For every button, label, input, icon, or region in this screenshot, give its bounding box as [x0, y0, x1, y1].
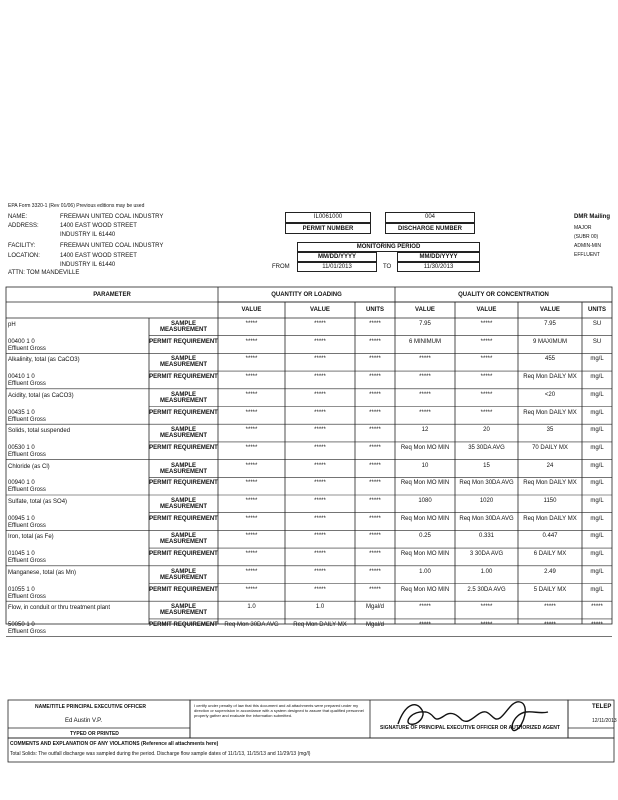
parameter-location: Effluent Gross	[8, 522, 46, 529]
measurement-value: 1.00	[419, 568, 431, 575]
col-units-1: UNITS	[366, 307, 384, 313]
sample-measurement-label: SAMPLE MEASUREMENT	[159, 321, 207, 333]
from-date: 11/01/2013	[322, 264, 352, 270]
parameter-code: 00400 1 0	[8, 338, 35, 345]
requirement-value: *****	[591, 621, 603, 628]
measurement-value: *****	[419, 604, 431, 611]
requirement-value: 5 DAILY MX	[533, 586, 567, 593]
address-label: ADDRESS:	[8, 223, 39, 229]
to-date: 11/30/2013	[423, 264, 454, 270]
requirement-value: 6 DAILY MX	[533, 551, 567, 558]
measurement-value: mg/L	[590, 356, 604, 363]
telephone-label: TELEP	[592, 704, 612, 710]
dmr-mailing: DMR Mailing	[574, 214, 610, 220]
parameter-location: Effluent Gross	[8, 628, 46, 635]
name-label: NAME:	[8, 214, 28, 220]
requirement-value: SU	[592, 338, 602, 345]
measurement-value: *****	[369, 498, 381, 504]
requirement-value: *****	[480, 621, 493, 628]
requirement-value: Req Mon DAILY MX	[523, 515, 577, 522]
permit-requirement-label: PERMIT REQUIREMENT	[149, 551, 218, 558]
measurement-value: *****	[419, 391, 431, 398]
parameter-name: Flow, in conduit or thru treatment plant	[8, 605, 111, 612]
from-label: FROM	[272, 264, 290, 270]
measurement-value: 24	[546, 462, 554, 469]
measurement-value: *****	[245, 427, 258, 434]
parameter-location: Effluent Gross	[8, 558, 46, 565]
measurement-value: 0.25	[419, 533, 431, 540]
requirement-value: *****	[480, 409, 493, 416]
requirement-value: *****	[314, 586, 326, 593]
requirement-value: *****	[245, 409, 258, 416]
measurement-value: 20	[483, 427, 490, 434]
measurement-value: *****	[245, 356, 258, 363]
sample-measurement-label: SAMPLE MEASUREMENT	[159, 462, 207, 475]
parameter-code: 00435 1 0	[8, 409, 35, 416]
measurement-value: mg/L	[590, 427, 604, 434]
measurement-value: *****	[245, 462, 258, 469]
col-value-1: VALUE	[241, 307, 262, 313]
exec-name: Ed Austin V.P.	[65, 718, 103, 724]
measurement-value: 0.447	[542, 533, 558, 540]
measurement-value: *****	[314, 533, 326, 540]
measurement-value: *****	[480, 321, 493, 327]
col-value-2: VALUE	[310, 307, 330, 313]
parameter-name: Manganese, total (as Mn)	[8, 569, 77, 576]
dmr-admin: ADMIN-MIN	[574, 243, 601, 249]
requirement-value: *****	[369, 586, 381, 593]
exec-name-label: NAME/TITLE PRINCIPAL EXECUTIVE OFFICER	[35, 704, 146, 710]
typed-label: TYPED OR PRINTED	[70, 731, 119, 737]
requirement-value: mg/L	[590, 444, 604, 451]
requirement-value: mg/L	[590, 551, 604, 558]
requirement-value: *****	[314, 480, 326, 487]
parameter-code: 00945 1 0	[8, 515, 35, 522]
measurement-value: 12	[421, 427, 429, 434]
measurement-value: *****	[369, 427, 381, 434]
quantity-header: QUANTITY OR LOADING	[271, 292, 342, 298]
sample-measurement-label: SAMPLE MEASUREMENT	[159, 427, 207, 440]
measurement-value: *****	[314, 462, 326, 469]
requirement-value: *****	[314, 515, 326, 522]
parameter-code: 01045 1 0	[8, 551, 35, 558]
attention: ATTN: TOM MANDEVILLE	[8, 270, 80, 276]
measurement-value: *****	[369, 321, 381, 327]
requirement-value: *****	[314, 551, 326, 558]
parameter-name: Solids, total suspended	[8, 428, 71, 435]
requirement-value: Req Mon DAILY MX	[523, 480, 577, 487]
facility-label: FACILITY:	[8, 243, 36, 249]
discharge-number: 004	[424, 214, 435, 220]
sample-measurement-label: SAMPLE MEASUREMENT	[159, 604, 207, 617]
requirement-value: *****	[369, 515, 381, 522]
requirement-value: 2.5 30DA AVG	[467, 586, 506, 593]
requirement-value: *****	[314, 444, 326, 451]
parameter-name: Alkalinity, total (as CaCO3)	[8, 357, 80, 364]
requirement-value: Req Mon DAILY MX	[523, 374, 577, 381]
requirement-value: *****	[369, 374, 381, 381]
location-line-1: 1400 EAST WOOD STREET	[60, 253, 137, 259]
measurement-value: *****	[369, 356, 381, 363]
permit-requirement-label: PERMIT REQUIREMENT	[149, 621, 218, 628]
permit-requirement-label: PERMIT REQUIREMENT	[149, 374, 218, 381]
address-line-2: INDUSTRY IL 61440	[60, 232, 116, 238]
parameter-location: Effluent Gross	[8, 381, 46, 388]
measurement-value: <20	[544, 391, 556, 398]
permit-number: IL0061000	[313, 214, 343, 220]
requirement-value: 35 30DA AVG	[468, 444, 505, 451]
measurement-value: *****	[245, 391, 258, 398]
certification-text: I certify under penalty of law that this document and all attachments were prepared under my direction or supervision in accordance with a system designed to assure that qualified personnel properly gather and evaluate the information submitted.	[194, 703, 364, 718]
requirement-value: *****	[480, 338, 493, 345]
parameter-code: 00410 1 0	[8, 374, 35, 381]
from-col-label: MM/DD/YYYY	[317, 254, 356, 260]
measurement-value: mg/L	[590, 568, 604, 575]
permit-requirement-label: PERMIT REQUIREMENT	[149, 338, 218, 345]
measurement-value: 1.00	[480, 568, 493, 575]
measurement-value: *****	[480, 604, 493, 611]
requirement-value: *****	[245, 480, 258, 487]
measurement-value: *****	[314, 356, 326, 363]
measurement-value: *****	[544, 604, 556, 611]
permit-requirement-label: PERMIT REQUIREMENT	[149, 409, 218, 416]
signature-label: SIGNATURE OF PRINCIPAL EXECUTIVE OFFICER OR AUTHORIZED AGENT	[380, 725, 560, 731]
requirement-value: *****	[314, 338, 326, 345]
measurement-value: mg/L	[590, 462, 604, 469]
requirement-value: Mgal/d	[365, 621, 384, 628]
sample-measurement-label: SAMPLE MEASUREMENT	[159, 391, 207, 404]
requirement-value: *****	[544, 621, 556, 628]
requirement-value: *****	[419, 409, 431, 416]
permit-number-label: PERMIT NUMBER	[302, 226, 354, 232]
parameter-name: pH	[8, 322, 16, 328]
measurement-value: *****	[480, 356, 493, 363]
parameter-name: Iron, total (as Fe)	[8, 534, 54, 541]
measurement-value: 1080	[418, 498, 432, 504]
requirement-value: 9 MAXIMUM	[532, 338, 567, 345]
measurement-value: 1020	[479, 498, 494, 504]
measurement-value: *****	[314, 568, 326, 575]
measurement-value: 15	[483, 462, 490, 469]
facility-value: FREEMAN UNITED COAL INDUSTRY	[60, 243, 164, 249]
requirement-value: mg/L	[590, 374, 604, 381]
sample-measurement-label: SAMPLE MEASUREMENT	[159, 356, 207, 369]
permit-requirement-label: PERMIT REQUIREMENT	[149, 444, 218, 451]
requirement-value: Req Mon MO MIN	[400, 551, 450, 558]
sample-measurement-label: SAMPLE MEASUREMENT	[159, 568, 207, 581]
parameter-code: 01055 1 0	[8, 586, 35, 593]
parameter-name: Chloride (as Cl)	[8, 463, 50, 470]
requirement-value: mg/L	[590, 480, 604, 487]
to-col-label: MM/DD/YYYY	[419, 254, 458, 260]
measurement-value: *****	[245, 498, 258, 504]
parameter-location: Effluent Gross	[8, 487, 46, 494]
sample-measurement-label: SAMPLE MEASUREMENT	[159, 498, 207, 510]
requirement-value: Req Mon MO MIN	[400, 586, 450, 593]
measurement-value: *****	[314, 427, 326, 434]
requirement-value: *****	[245, 515, 258, 522]
measurement-value: *****	[314, 498, 326, 504]
dmr-major: MAJOR	[574, 225, 592, 231]
permit-requirement-label: PERMIT REQUIREMENT	[149, 586, 218, 593]
sample-measurement-label: SAMPLE MEASUREMENT	[159, 533, 207, 546]
requirement-value: Req Mon DAILY MX	[523, 409, 577, 416]
measurement-value: *****	[480, 391, 493, 398]
parameter-code: 00530 1 0	[8, 444, 35, 451]
requirement-value: *****	[480, 374, 493, 381]
requirement-value: Req Mon 30DA AVG	[459, 480, 514, 487]
parameter-header: PARAMETER	[93, 292, 131, 298]
requirement-value: Req Mon MO MIN	[400, 515, 450, 522]
measurement-value: *****	[245, 321, 258, 327]
col-value-3: VALUE	[415, 307, 435, 313]
measurement-value: *****	[591, 604, 603, 611]
monitoring-period-title: MONITORING PERIOD	[356, 244, 421, 250]
requirement-value: *****	[245, 374, 258, 381]
measurement-value: 35	[546, 427, 554, 434]
measurement-value: *****	[419, 356, 431, 363]
parameter-location: Effluent Gross	[8, 345, 46, 352]
location-label: LOCATION:	[8, 253, 40, 259]
dmr-effluent: EFFLUENT	[574, 252, 600, 258]
address-line-1: 1400 EAST WOOD STREET	[60, 223, 137, 229]
permit-requirement-label: PERMIT REQUIREMENT	[149, 480, 218, 487]
requirement-value: *****	[369, 409, 381, 416]
col-value-4: VALUE	[476, 307, 497, 313]
requirement-value: *****	[369, 551, 381, 558]
requirement-value: *****	[369, 480, 381, 487]
measurement-value: mg/L	[590, 533, 604, 540]
measurement-value: Mgal/d	[365, 604, 384, 611]
measurement-value: 7.95	[419, 321, 431, 327]
measurement-value: 1.0	[247, 604, 256, 611]
requirement-value: Req Mon DAILY MX	[293, 621, 347, 628]
requirement-value: Req Mon 30DA AVG	[224, 621, 279, 628]
parameter-code: 00940 1 0	[8, 480, 35, 487]
date-value: 12/11/2013	[592, 718, 617, 724]
form-number: EPA Form 3320-1 (Rev 01/06) Previous editions may be used	[8, 203, 145, 209]
parameter-name: Sulfate, total (as SO4)	[8, 499, 68, 505]
requirement-value: *****	[419, 374, 431, 381]
measurement-value: *****	[369, 533, 381, 540]
measurement-value: 455	[544, 356, 555, 363]
requirement-value: *****	[314, 409, 326, 416]
measurement-value: 0.331	[478, 533, 494, 540]
requirement-value: 6 MINIMUM	[409, 338, 441, 345]
measurement-value: 2.49	[544, 568, 556, 575]
discharge-number-label: DISCHARGE NUMBER	[397, 226, 462, 232]
measurement-value: mg/L	[590, 391, 604, 398]
measurement-value: *****	[369, 462, 381, 469]
requirement-value: *****	[419, 621, 431, 628]
quality-header: QUALITY OR CONCENTRATION	[458, 292, 549, 298]
requirement-value: Req Mon 30DA AVG	[459, 515, 514, 522]
parameter-location: Effluent Gross	[8, 593, 46, 600]
comments-text: Total Solids: The outfall discharge was sampled during the period. Discharge flow sample dates of 11/1/13, 11/15/13 and 11/29/13 (mg/l)	[10, 751, 311, 757]
requirement-value: mg/L	[590, 515, 604, 522]
col-units-2: UNITS	[588, 307, 606, 313]
measurement-value: 1.0	[315, 604, 325, 611]
requirement-value: *****	[245, 444, 258, 451]
permit-requirement-label: PERMIT REQUIREMENT	[149, 515, 218, 522]
parameter-location: Effluent Gross	[8, 416, 46, 423]
requirement-value: *****	[369, 444, 381, 451]
measurement-value: *****	[314, 391, 326, 398]
requirement-value: Req Mon MO MIN	[400, 480, 450, 487]
requirement-value: Req Mon MO MIN	[400, 444, 450, 451]
measurement-value: 7.95	[544, 321, 556, 327]
requirement-value: mg/L	[590, 586, 604, 593]
facility-name: FREEMAN UNITED COAL INDUSTRY	[60, 214, 164, 220]
measurement-value: *****	[369, 568, 381, 575]
dmr-subr: (SUBR 00)	[574, 234, 599, 240]
requirement-value: 3 30DA AVG	[469, 551, 504, 558]
measurement-value: *****	[245, 568, 258, 575]
requirement-value: *****	[245, 551, 258, 558]
measurement-value: SU	[592, 321, 602, 327]
parameter-code: 50050 1 0	[8, 621, 35, 628]
measurement-value: *****	[245, 533, 258, 540]
requirement-value: *****	[314, 374, 326, 381]
comments-label: COMMENTS AND EXPLANATION OF ANY VIOLATIONS (Reference all attachments here)	[10, 741, 219, 747]
parameter-name: Acidity, total (as CaCO3)	[8, 392, 74, 399]
requirement-value: mg/L	[590, 409, 604, 416]
requirement-value: *****	[245, 338, 258, 345]
measurement-value: *****	[314, 321, 326, 327]
measurement-value: *****	[369, 391, 381, 398]
measurement-value: 10	[421, 462, 429, 469]
requirement-value: *****	[369, 338, 381, 345]
parameter-location: Effluent Gross	[8, 451, 46, 458]
requirement-value: *****	[245, 586, 258, 593]
col-value-5: VALUE	[540, 307, 560, 313]
measurement-value: mg/L	[590, 498, 604, 504]
requirement-value: 70 DAILY MX	[532, 444, 568, 451]
location-line-2: INDUSTRY IL 61440	[60, 262, 116, 268]
to-label: TO	[383, 264, 392, 270]
measurement-value: 1150	[543, 498, 557, 504]
